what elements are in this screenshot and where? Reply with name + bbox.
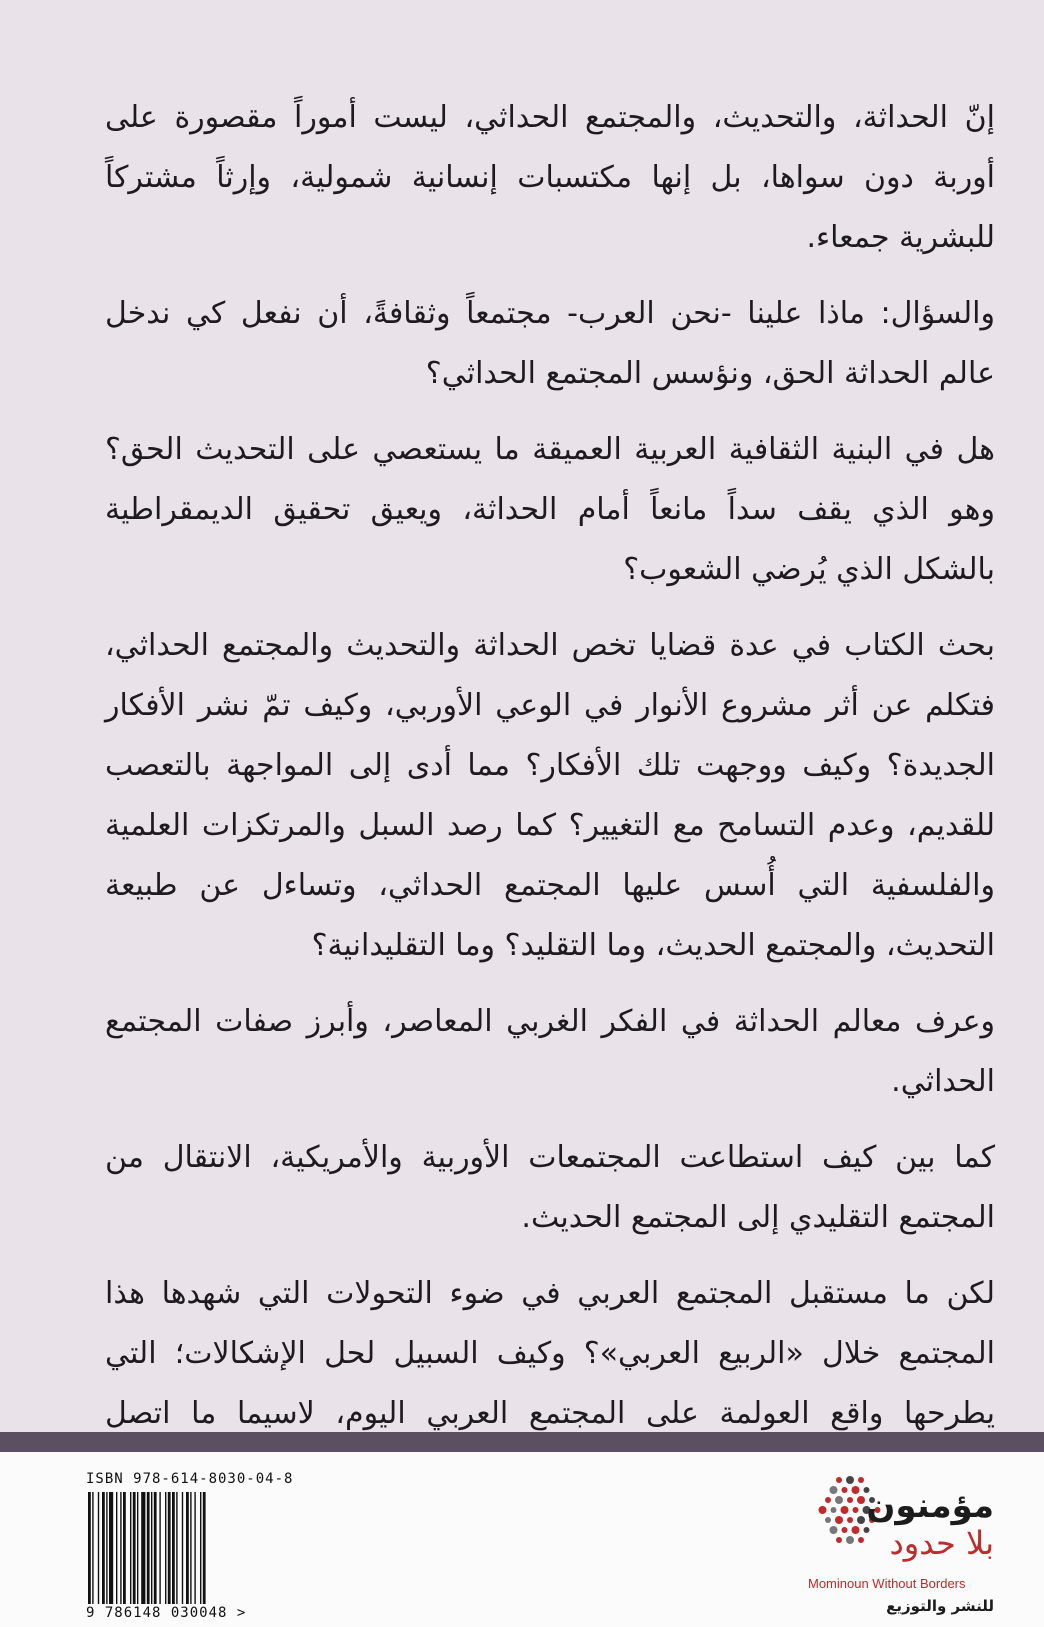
isbn-label: ISBN 978-614-8030-04-8 [86,1471,294,1487]
paragraph-5: وعرف معالم الحداثة في الفكر الغربي المعاصر، وأبرز صفات المجتمع الحداثي. [105,1004,995,1099]
blurb-text [105,88,995,1520]
barcode [86,1492,258,1604]
paragraph-4: بحث الكتاب في عدة قضايا تخص الحداثة والتحديث والمجتمع الحداثي، فتكلم عن أثر مشروع الأنوار في الوعي الأوربي، وكيف تمّ نشر الأفكار الجديدة؟ وكيف ووجهت تلك الأفكار؟ مما أدى إلى المواجهة بالتعصب للقديم، وعدم التسامح مع التغيير؟ كما رصد السبل والمرتكزات العلمية والفلسفية التي أُسس عليها المجتمع الحداثي، وتساءل عن طبيعة التحديث، والمجتمع الحديث، وما التقليد؟ وما التقليدانية؟ [105,628,995,963]
isbn-digits: 9 786148 030048 > [86,1605,247,1621]
publisher-subtitle-ar: بلا حدود [889,1524,994,1562]
paragraph-3: هل في البنية الثقافية العربية العميقة ما يستعصي على التحديث الحق؟ وهو الذي يقف سداً مانعاً أمام الحداثة، ويعيق تحقيق الديمقراطية بالشكل الذي يُرضي الشعوب؟ [105,432,995,587]
paragraph-7: لكن ما مستقبل المجتمع العربي في ضوء التحولات التي شهدها هذا المجتمع خلال «الربيع العربي»؟ وكيف السبيل لحل الإشكالات؛ التي يطرحها واقع العولمة على المجتمع العربي اليوم، لاسيما ما اتصل [105,1276,995,1431]
publisher-name-ar: مؤمنون [866,1486,994,1526]
publisher-tagline-ar: للنشر والتوزيع [886,1597,994,1615]
paragraph-1: إنّ الحداثة، والتحديث، والمجتمع الحداثي، ليست أموراً مقصورة على أوربة دون سواها، بل إنها مكتسبات إنسانية شمولية، وإرثاً مشتركاً للبشرية جمعاء. [105,100,995,255]
divider-band [0,1432,1044,1452]
paragraph-6: كما بين كيف استطاعت المجتمعات الأوربية والأمريكية، الانتقال من المجتمع التقليدي إلى المجتمع الحديث. [105,1140,995,1235]
publisher-name-en: Mominoun Without Borders [808,1576,966,1591]
paragraph-2: والسؤال: ماذا علينا -نحن العرب- مجتمعاً وثقافةً، أن نفعل كي ندخل عالم الحداثة الحق، ونؤسس المجتمع الحداثي؟ [105,296,995,391]
